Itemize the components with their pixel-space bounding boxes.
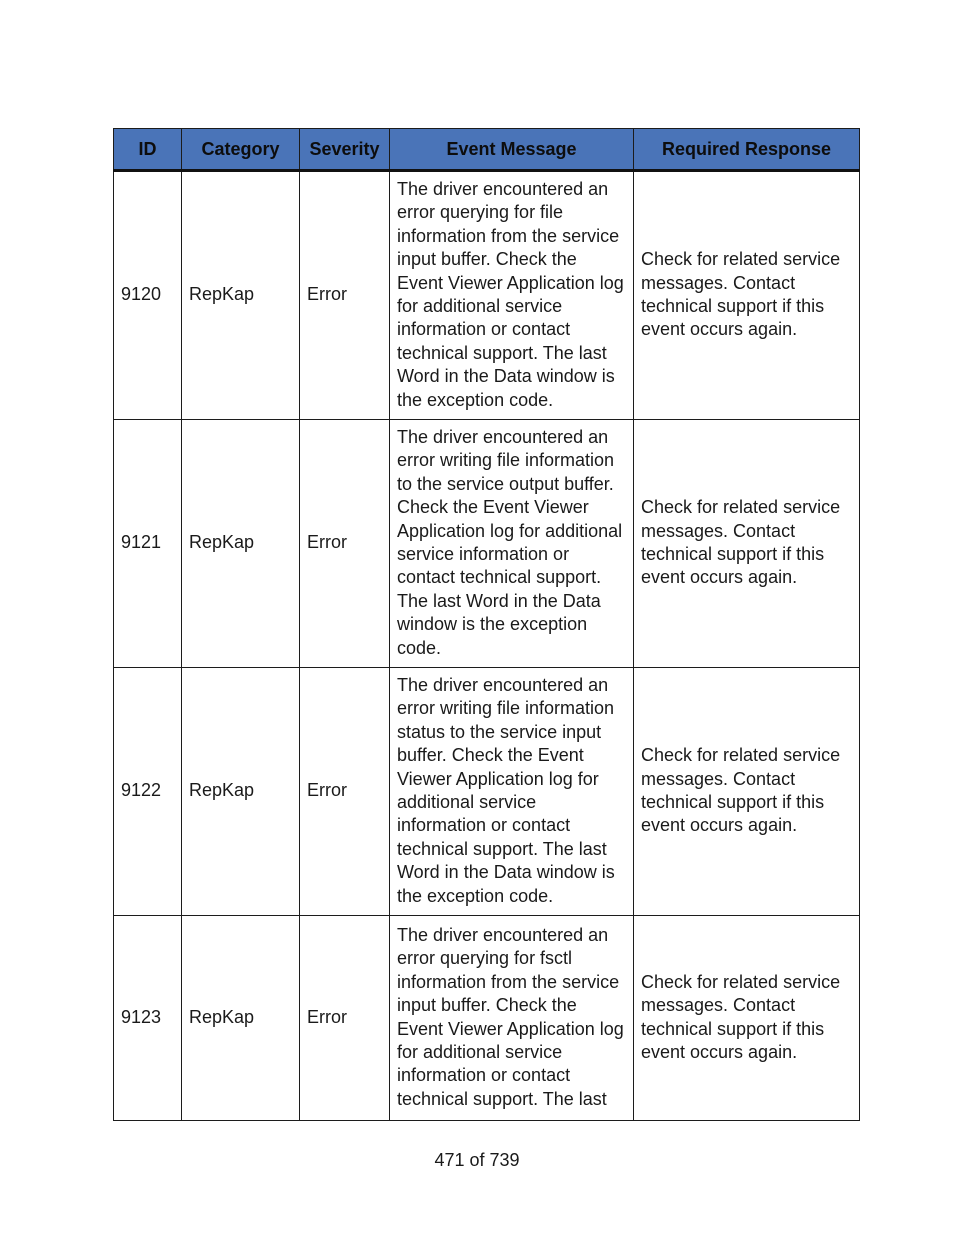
- event-id-cell: 9123: [114, 916, 182, 1121]
- required-response-cell: Check for related service messages. Contact technical support if this event occurs again.: [634, 668, 860, 916]
- table-row: [114, 668, 860, 916]
- event-id-cell: 9122: [114, 668, 182, 916]
- event-table: [113, 128, 860, 1121]
- table-row: [114, 420, 860, 668]
- event-message-cell: The driver encountered an error writing file information status to the service input buffer. Check the Event Viewer Application log for additional service information or contact technical support. The last Word in the Data window is the exception code.: [390, 668, 634, 916]
- page-number: 471 of 739: [434, 1150, 520, 1170]
- event-message-cell: The driver encountered an error writing file information to the service output buffer. Check the Event Viewer Application log for additional service information or contact technical support. The last Word in the Data window is the exception code.: [390, 420, 634, 668]
- required-response-cell: Check for related service messages. Contact technical support if this event occurs again.: [634, 916, 860, 1121]
- severity-cell: Error: [300, 171, 390, 420]
- event-id-cell: 9120: [114, 171, 182, 420]
- required-response-cell: Check for related service messages. Contact technical support if this event occurs again.: [634, 420, 860, 668]
- severity-cell: Error: [300, 668, 390, 916]
- header-severity: Severity: [300, 129, 390, 171]
- header-event-message: Event Message: [390, 129, 634, 171]
- required-response-cell: Check for related service messages. Contact technical support if this event occurs again.: [634, 171, 860, 420]
- category-cell: RepKap: [182, 916, 300, 1121]
- header-required-response: Required Response: [634, 129, 860, 171]
- table-header-row: [114, 129, 860, 171]
- category-cell: RepKap: [182, 420, 300, 668]
- event-message-cell: The driver encountered an error querying for fsctl information from the service input buffer. Check the Event Viewer Application log for additional service information or contact technical support. The last: [390, 916, 634, 1121]
- event-message-cell: The driver encountered an error querying for file information from the service input buffer. Check the Event Viewer Application log for additional service information or contact technical support. The last Word in the Data window is the exception code.: [390, 171, 634, 420]
- category-cell: RepKap: [182, 171, 300, 420]
- header-id: ID: [114, 129, 182, 171]
- table-row: [114, 171, 860, 420]
- event-id-cell: 9121: [114, 420, 182, 668]
- severity-cell: Error: [300, 420, 390, 668]
- header-category: Category: [182, 129, 300, 171]
- category-cell: RepKap: [182, 668, 300, 916]
- table-row: [114, 916, 860, 1121]
- severity-cell: Error: [300, 916, 390, 1121]
